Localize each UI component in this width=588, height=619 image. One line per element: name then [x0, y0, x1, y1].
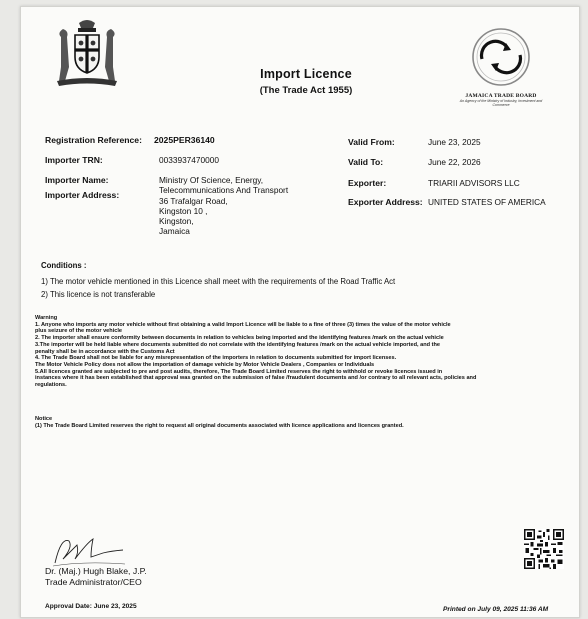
document-subtitle: (The Trade Act 1955) [259, 85, 353, 96]
valid-from-label: Valid From: [348, 137, 395, 147]
warning-section [35, 315, 571, 389]
warning-line: instances where it has been established that approval was granted on the submission of false /fraudulent documents and /or contrary to all relevant acts, policies and [35, 375, 477, 382]
signatory-title: Trade Administrator/CEO [45, 577, 142, 587]
printed-on: Printed on July 09, 2025 11:36 AM [443, 606, 549, 613]
importer-address-line-1: 36 Trafalgar Road, [159, 196, 228, 206]
exporter-label: Exporter: [348, 178, 387, 188]
warning-line: regulations. [35, 382, 67, 389]
registration-reference-value: 2025PER36140 [154, 135, 215, 145]
notice-section [35, 416, 571, 429]
valid-to-label: Valid To: [348, 157, 384, 167]
warning-line: 2. The importer shall ensure conformity between documents in relation to vehicles being imported and the identifying features /mark on the actual vehicle [35, 335, 444, 342]
title-block [221, 67, 391, 96]
importer-address-value [159, 196, 228, 236]
exporter-address-label: Exporter Address: [348, 197, 423, 207]
trade-board-emblem-icon [468, 27, 534, 87]
notice-heading: Notice [35, 416, 53, 422]
importer-trn-value: 0033937470000 [159, 155, 219, 165]
notice-text: (1) The Trade Board Limited reserves the right to request all original documents associated with licence applications and licences granted. [35, 422, 404, 429]
condition-item: 1) The motor vehicle mentioned in this Licence shall meet with the requirements of the Road Traffic Act [41, 277, 396, 286]
importer-trn-label: Importer TRN: [45, 155, 103, 165]
document-title: Import Licence [260, 67, 352, 81]
warning-heading: Warning [35, 315, 58, 321]
valid-to-value: June 22, 2026 [428, 157, 481, 167]
signatory-block [45, 566, 147, 588]
coat-of-arms-icon [51, 17, 123, 93]
importer-name-value [159, 175, 288, 195]
importer-address-line-4: Jamaica [159, 226, 190, 236]
exporter-value: TRIARII ADVISORS LLC [428, 178, 520, 188]
approval-date: Approval Date: June 23, 2025 [45, 603, 137, 610]
importer-name-label: Importer Name: [45, 175, 109, 185]
warning-line: The Motor Vehicle Policy does not allow the importation of damage vehicle by Motor Vehicle Dealers , Companies or Individuals [35, 361, 375, 368]
signatory-name: Dr. (Maj.) Hugh Blake, J.P. [45, 566, 147, 576]
trade-board-name: JAMAICA TRADE BOARD [465, 93, 537, 99]
valid-from-value: June 23, 2025 [428, 137, 481, 147]
warning-line: plus seizure of the motor vehicle [35, 328, 123, 335]
importer-name-line-2: Telecommunications And Transport [159, 185, 289, 195]
importer-address-line-3: Kingston, [159, 216, 194, 226]
warning-line: 4. The Trade Board shall not be liable for any misrepresentation of the importers in relation to documents submitted for import licenses. [35, 355, 397, 362]
warning-line: 3.The importer will be held liable where documents submitted do not correlate with the identifying features /mark on the actual vehicle imported, and the [35, 341, 440, 348]
importer-address-line-2: Kingston 10 , [159, 206, 208, 216]
condition-item: 2) This licence is not transferable [41, 290, 156, 299]
exporter-address-value: UNITED STATES OF AMERICA [428, 197, 546, 207]
conditions-heading: Conditions : [41, 261, 87, 270]
warning-line: 5.All licences granted are subjected to pre and post audits, therefore, The Trade Board Limited reserves the right to withhold or revoke licences issued in [35, 368, 443, 375]
trade-board-logo [453, 27, 549, 105]
warning-line: 1. Anyone who imports any motor vehicle without first obtaining a valid Import Licence will be liable to a fine of three (3) times the value of the motor vehicle [35, 321, 451, 328]
trade-board-tagline: An Agency of the Ministry of Industry, Investment and Commerce [459, 99, 543, 107]
importer-name-line-1: Ministry Of Science, Energy, [159, 175, 264, 185]
qr-code [524, 529, 564, 569]
importer-address-label: Importer Address: [45, 190, 120, 200]
warning-line: penalty shall be in accordance with the Customs Act [35, 348, 175, 355]
conditions-list [41, 275, 395, 301]
import-licence-document [20, 6, 580, 618]
registration-reference-label: Registration Reference: [45, 135, 142, 145]
